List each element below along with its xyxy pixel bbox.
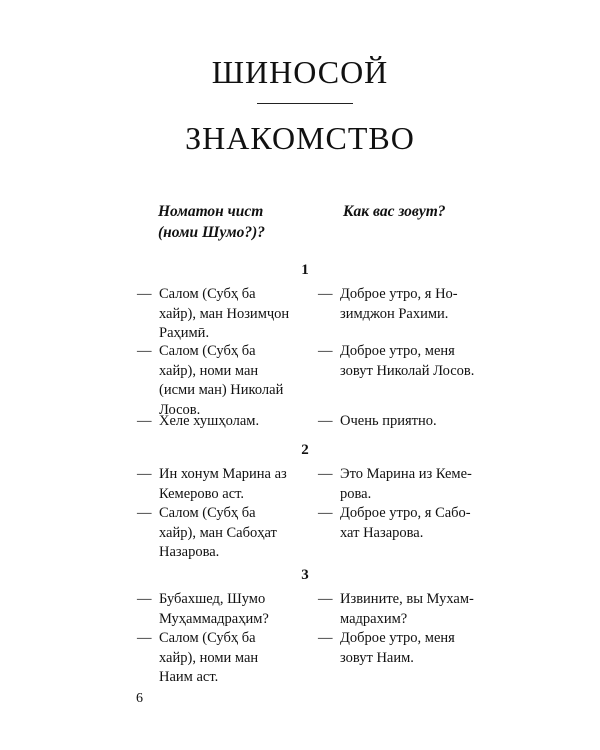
section-number-1: 1 — [301, 262, 309, 278]
russian-text: Очень приятно. — [340, 413, 437, 429]
dash: — — [318, 630, 333, 646]
tajik-text: Салом (Субҳ ба хайр), номи ман Наим аст. — [159, 630, 259, 685]
page-title-russian: ЗНАКОМСТВО — [185, 120, 415, 156]
russian-text: Это Марина из Кеме- рова. — [340, 466, 472, 502]
tajik-text: Хеле хушҳолам. — [159, 413, 260, 429]
dash: — — [318, 591, 333, 607]
column-heading-russian: Как вас зовут? — [343, 203, 446, 220]
dash: — — [137, 413, 152, 429]
dash: — — [137, 286, 152, 302]
section-number-2: 2 — [301, 442, 309, 458]
section-number-3: 3 — [301, 567, 309, 583]
title-divider — [257, 103, 353, 104]
tajik-text: Салом (Субҳ ба хайр), номи ман (исми ман) Николай Лосов. — [159, 343, 284, 418]
russian-text: Доброе утро, меня зовут Николай Лосов. — [340, 343, 475, 379]
dash: — — [318, 343, 333, 359]
column-heading-tajik: Номатон чист (номи Шумо?)? — [158, 203, 266, 241]
russian-text: Доброе утро, я Сабо- хат Назарова. — [340, 505, 471, 541]
dash: — — [318, 466, 333, 482]
dash: — — [318, 286, 333, 302]
dash: — — [318, 413, 333, 429]
dash: — — [137, 343, 152, 359]
dash: — — [137, 466, 152, 482]
dash: — — [318, 505, 333, 521]
tajik-text: Ин хонум Марина аз Кемерово аст. — [159, 466, 287, 502]
russian-text: Доброе утро, я Но- зимджон Рахими. — [340, 286, 458, 322]
tajik-text: Салом (Субҳ ба хайр), ман Сабоҳат Назарова. — [159, 505, 277, 560]
russian-text: Извините, вы Мухам- мадрахим? — [340, 591, 474, 627]
tajik-text: Салом (Субҳ ба хайр), ман Нозимҷон Раҳимӣ. — [159, 286, 290, 341]
dash: — — [137, 505, 152, 521]
dash: — — [137, 591, 152, 607]
russian-text: Доброе утро, меня зовут Наим. — [340, 630, 455, 666]
page-number: 6 — [136, 691, 143, 706]
tajik-text: Бубахшед, Шумо Муҳаммадраҳим? — [159, 591, 269, 627]
dash: — — [137, 630, 152, 646]
page-title-tajik: ШИНОСОЙ — [211, 54, 389, 90]
